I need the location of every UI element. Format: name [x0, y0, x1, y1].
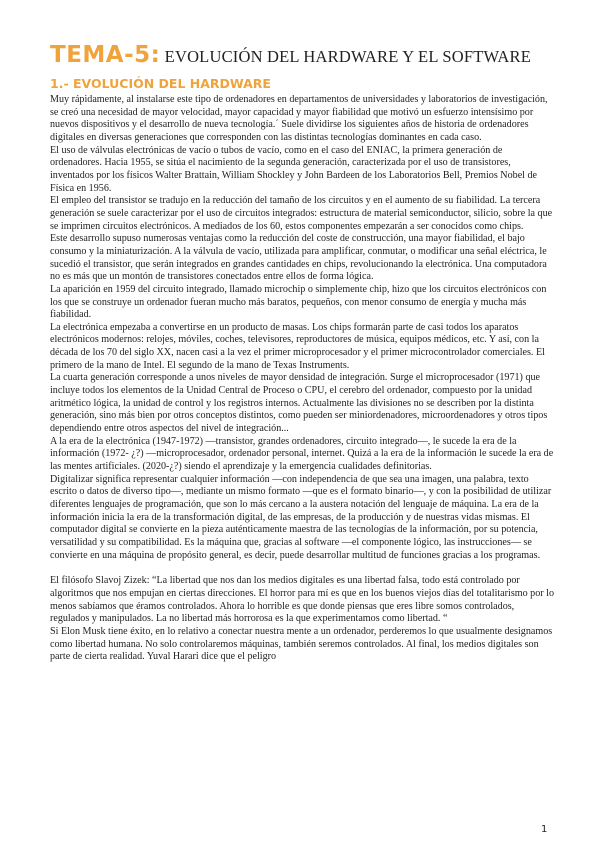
- paragraph: La electrónica empezaba a convertirse en un producto de masas. Los chips formarán parte de casi todos los aparatos electrónicos modernos: relojes, móviles, coches, televisores, reproductores de música, equipos médicos, etc. Y así, con la década de los 70 del siglo XX, nacen casi a la vez el primer microprocesador y el primer microcontrolador comerciales. El primero de la mano de Intel. El segundo de la mano de Texas Instruments.: [50, 321, 545, 371]
- paragraph: La cuarta generación corresponde a unos niveles de mayor densidad de integración. Surge el microprocesador (1971) que incluye todos los elementos de la Unidad Central de Proceso o CPU, el cerebro del ordenador, compuesto por la unidad aritmético lógica, la unidad de control y los registros internos. Actualmente las divisiones no se describen por la distinta generación, sino más bien por otros conceptos distintos, como pueden ser miniordenadores, microordenadores y otros tipos dependiendo entre otros aspectos del nivel de integración...: [50, 372, 548, 435]
- title-number: TEMA-5:: [50, 42, 161, 68]
- paragraph: El empleo del transistor se tradujo en la reducción del tamaño de los circuitos y en el aumento de su fiabilidad. La tercera generación se suele caracterizar por el uso de circuitos integrados: estructura de material semiconductor, silicio, sobre la que se imprimen circuitos electrónicos. A mediados de los 60, estos componentes empezarán a ser conocidos como chips.: [50, 195, 553, 232]
- title-text: EVOLUCIÓN DEL HARDWARE Y EL SOFTWARE: [160, 47, 532, 66]
- paragraph: Muy rápidamente, al instalarse este tipo de ordenadores en departamentos de universidades y laboratorios de investigación, se creó una necesidad de mayor velocidad, mayor capacidad y mayor fiabilidad que motivó un esfuerzo intensísimo por nuevos dispositivos y el desarrollo de nueva tecnología.´ Suele dividirse los siguientes años de historia de ordenadores digitales en diversas generaciones que corresponden con las distintas tecnologías dominantes en cada caso.: [50, 94, 548, 143]
- section-heading: 1.- EVOLUCIÓN DEL HARDWARE: [50, 76, 271, 91]
- page-number: 1: [541, 824, 548, 835]
- paragraph: Digitalizar significa representar cualquier información —con independencia de que sea una imagen, una palabra, texto escrito o datos de diverso tipo—, mediante un mismo formato —que es el formato binario—, y con la posibilidad de utilizar diferentes lenguajes de programación, que son lo más cercano a la austera notación del lenguaje de máquina. La era de la información inicia la era de la transformación digital, de las empresas, de la producción y de nuestras vidas mismas. El computador digital se convierte en la pieza auténticamente maestra de las tecnologías de la información, por su potencia, versatilidad y su compatibilidad. Es la máquina que, gracias al software —el componente lógico, las instrucciones— se convierte en una máquina de propósito general, es decir, puede desarrollar multitud de funciones gracias a los programas.: [50, 473, 552, 561]
- paragraph: A la era de la electrónica (1947-1972) —transistor, grandes ordenadores, circuito integrado—, le sucede la era de la información (1972- ¿?) —microprocesador, ordenador personal, internet. Quizá a la era de la información le sucede la era de las mentes artificiales. (2020-¿?) siendo el aprendizaje y la emergencia cualidades definitorias.: [50, 435, 554, 473]
- paragraph: La aparición en 1959 del circuito integrado, llamado microchip o simplemente chip, hizo que los circuitos electrónicos con los que se construye un ordenador fueran mucho más baratos, pequeños, con menor consumo de energía y mucha más fiabilidad.: [50, 283, 547, 321]
- paragraph: Si Elon Musk tiene éxito, en lo relativo a conectar nuestra mente a un ordenador, perderemos lo que usualmente designamos como libertad humana. No solo controlaremos máquinas, también seremos controlados. Al final, los medios digitales son parte de cierta realidad. Yuval Harari dice que el peligro: [50, 625, 553, 663]
- paragraph: Este desarrollo supuso numerosas ventajas como la reducción del coste de construcción, una mayor fiabilidad, el bajo consumo y la miniaturización. A la válvula de vacío, utilizada para amplificar, conmutar, o modificar una señal eléctrica, le sucedió el transistor, que serán integrados en grandes cantidades en chips, revolucionando la electrónica. Una computadora no es más que un montón de transistores conectados entre ellos de forma lógica.: [50, 233, 547, 283]
- page-title: [50, 40, 560, 73]
- paragraph: El filósofo Slavoj Zizek: “La libertad que nos dan los medios digitales es una libertad falsa, todo está controlado por algoritmos que nos empujan en ciertas direcciones. El horror para mí es que en los buenos viejos días del totalitarismo por lo menos sabíamos que éramos controlados. Ahora lo horrible es que donde piensas que eres libre somos controlados, regulados y manipulados. La no libertad más horrorosa es la que experimentamos como libertad. “: [50, 575, 554, 625]
- body-text: [50, 94, 555, 664]
- paragraph: El uso de válvulas electrónicas de vacío o tubos de vacío, como en el caso del ENIAC, la primera generación de ordenadores. Hacia 1955, se sitúa el nacimiento de la segunda generación, caracterizada por el uso de transistores, inventados por los físicos Walter Brattain, William Shockley y John Bardeen de los Laboratorios Bell, Premios Nobel de Física en 1956.: [50, 144, 538, 194]
